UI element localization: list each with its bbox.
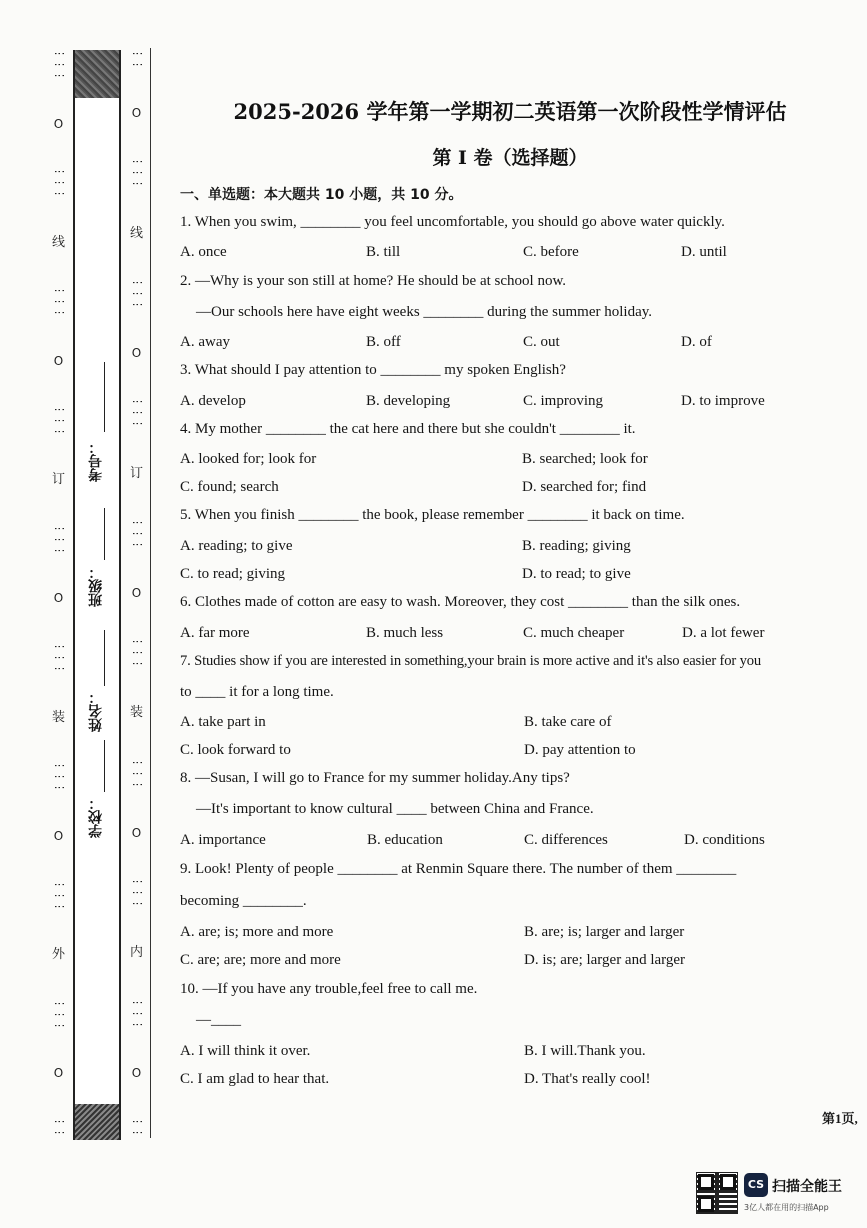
inner-binding-column: ⋮⋮ O ⋮⋮⋮ 线 ⋮⋮⋮ O ⋮⋮⋮ 订 ⋮⋮⋮ O ⋮⋮⋮ 装 ⋮⋮⋮ O ⋮⋮⋮ 内 ⋮⋮⋮ O ⋮⋮ [130, 48, 144, 1138]
circle-mark: O [53, 116, 64, 131]
school-label: 学校： [88, 796, 104, 838]
q2-option-c: C. out [523, 334, 560, 350]
page-number: 第1页, [822, 1111, 858, 1126]
q5-option-b: B. reading; giving [522, 538, 631, 554]
q1-option-d: D. until [681, 244, 727, 260]
q10-option-d: D. That's really cool! [524, 1071, 651, 1087]
q6-option-a: A. far more [180, 625, 250, 641]
q7-option-d: D. pay attention to [524, 742, 636, 758]
scanner-brand: 扫描全能王 [772, 1179, 842, 1195]
section-heading: 一、单选题：本大题共 10 小题，共 10 分。 [180, 187, 463, 203]
question-7-cont: to ____ it for a long time. [180, 684, 334, 700]
strip-bottom-shading [75, 1104, 119, 1140]
question-8: 8. —Susan, I will go to France for my summer holiday.Any tips? [180, 770, 570, 786]
strip-top-shading [75, 50, 119, 98]
circle-mark: O [53, 828, 64, 843]
binding-mark-nei: 内 [130, 945, 144, 961]
q4-option-a: A. looked for; look for [180, 451, 317, 467]
q5-option-c: C. to read; giving [180, 566, 285, 582]
question-10: 10. —If you have any trouble,feel free to call me. [180, 981, 478, 997]
binding-mark-zhuang: 装 [130, 705, 144, 721]
q10-option-c: C. I am glad to hear that. [180, 1071, 330, 1087]
q3-option-c: C. improving [523, 393, 604, 409]
q1-option-c: C. before [523, 244, 579, 260]
q2-option-a: A. away [180, 334, 230, 350]
q1-option-b: B. till [366, 244, 401, 260]
exam-title: 2025-2026 学年第一学期初二英语第一次阶段性学情评估 [233, 99, 787, 124]
question-3: 3. What should I pay attention to ________ my spoken English? [180, 362, 566, 378]
binding-mark-ding: 订 [130, 465, 144, 481]
exam-number-label: 考号： [88, 440, 104, 482]
margin-rule [150, 48, 151, 1138]
question-7: 7. Studies show if you are interested in something,your brain is more active and it's also easier for you [180, 653, 762, 669]
circle-mark: O [131, 585, 142, 600]
q4-option-c: C. found; search [180, 479, 279, 495]
circle-mark: O [53, 1066, 64, 1081]
q5-option-d: D. to read; to give [522, 566, 631, 582]
q3-option-b: B. developing [366, 393, 451, 409]
binding-mark-ding: 订 [52, 472, 66, 488]
binding-mark-wai: 外 [52, 947, 66, 963]
q6-option-d: D. a lot fewer [682, 625, 765, 641]
scanner-brand-tagline: 3亿人都在用的扫描App [744, 1203, 829, 1212]
q9-option-d: D. is; are; larger and larger [524, 952, 686, 968]
question-8-reply: —It's important to know cultural ____ between China and France. [196, 801, 594, 817]
name-line [104, 630, 105, 686]
q3-option-a: A. develop [180, 393, 246, 409]
qr-code-icon [696, 1172, 738, 1214]
class-label: 班级： [88, 565, 104, 607]
circle-mark: O [53, 354, 64, 369]
q10-option-b: B. I will.Thank you. [524, 1043, 646, 1059]
q5-option-a: A. reading; to give [180, 538, 293, 554]
name-label: 姓名： [88, 690, 104, 732]
q10-option-a: A. I will think it over. [180, 1043, 311, 1059]
school-line [104, 740, 105, 792]
q7-option-c: C. look forward to [180, 742, 291, 758]
outer-binding-column: ⋮⋮⋮ O ⋮⋮⋮ 线 ⋮⋮⋮ O ⋮⋮⋮ 订 ⋮⋮⋮ O ⋮⋮⋮ 装 ⋮⋮⋮ O ⋮⋮⋮ 外 ⋮⋮⋮ O ⋮⋮ [52, 48, 66, 1138]
volume-title: 第 I 卷（选择题） [432, 147, 588, 169]
q3-option-d: D. to improve [681, 393, 765, 409]
question-6: 6. Clothes made of cotton are easy to wash. Moreover, they cost ________ than the silk ones. [180, 594, 741, 610]
circle-mark: O [131, 1065, 142, 1080]
q8-option-d: D. conditions [684, 832, 765, 848]
question-5: 5. When you finish ________ the book, please remember ________ it back on time. [180, 507, 685, 523]
scanner-logo-icon: CS [744, 1173, 768, 1197]
question-4: 4. My mother ________ the cat here and there but she couldn't ________ it. [180, 421, 636, 437]
q8-option-c: C. differences [524, 832, 608, 848]
class-line [104, 508, 105, 560]
binding-mark-xian: 线 [52, 234, 66, 250]
circle-mark: O [53, 591, 64, 606]
q1-option-a: A. once [180, 244, 227, 260]
question-9-cont: becoming ________. [180, 893, 307, 909]
q2-option-d: D. of [681, 334, 712, 350]
question-2: 2. —Why is your son still at home? He should be at school now. [180, 273, 567, 289]
binding-mark-zhuang: 装 [52, 709, 66, 725]
exam-number-line [104, 362, 105, 432]
q6-option-c: C. much cheaper [523, 625, 625, 641]
q6-option-b: B. much less [366, 625, 444, 641]
q7-option-a: A. take part in [180, 714, 266, 730]
q9-option-c: C. are; are; more and more [180, 952, 341, 968]
circle-mark: O [131, 825, 142, 840]
circle-mark: O [131, 346, 142, 361]
q8-option-a: A. importance [180, 832, 266, 848]
q2-option-b: B. off [366, 334, 401, 350]
q8-option-b: B. education [367, 832, 443, 848]
question-9: 9. Look! Plenty of people ________ at Renmin Square there. The number of them ________ [180, 861, 737, 877]
q7-option-b: B. take care of [524, 714, 612, 730]
q9-option-a: A. are; is; more and more [180, 924, 334, 940]
q4-option-b: B. searched; look for [522, 451, 648, 467]
question-10-reply: —____ [196, 1012, 241, 1028]
q9-option-b: B. are; is; larger and larger [524, 924, 685, 940]
question-2-reply: —Our schools here have eight weeks ________ during the summer holiday. [196, 304, 653, 320]
circle-mark: O [131, 106, 142, 121]
binding-mark-xian: 线 [130, 225, 144, 241]
q4-option-d: D. searched for; find [522, 479, 647, 495]
question-1: 1. When you swim, ________ you feel uncomfortable, you should go above water quickly. [180, 214, 725, 230]
